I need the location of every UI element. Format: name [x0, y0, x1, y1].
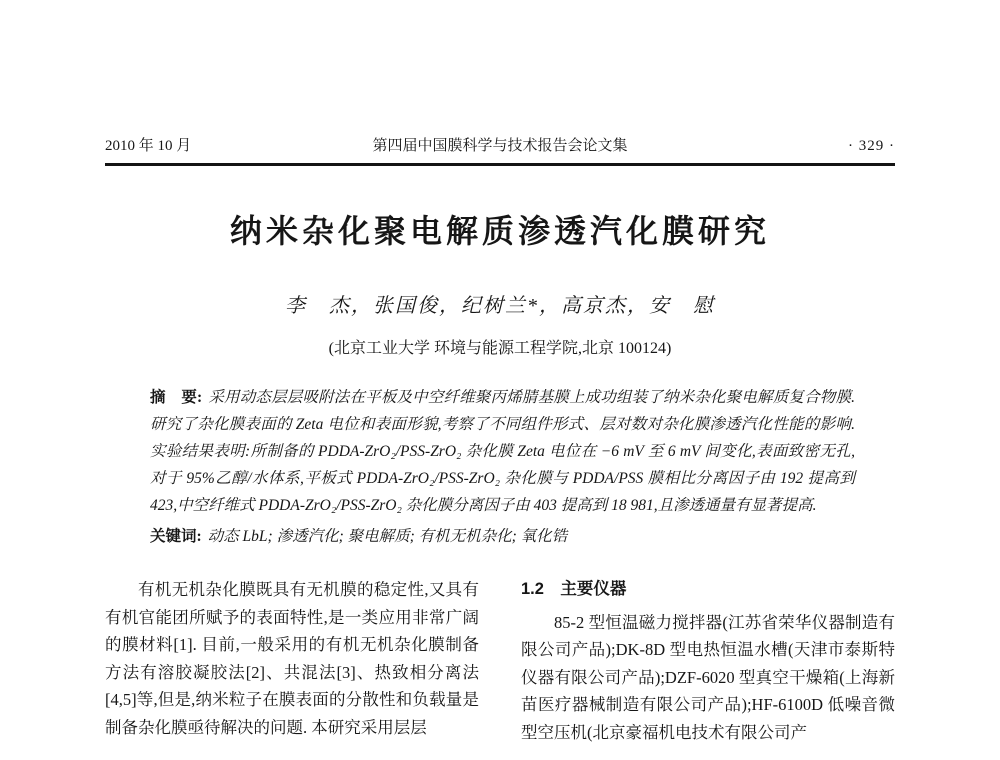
header-proceedings-title: 第四届中国膜科学与技术报告会论文集 — [372, 138, 628, 154]
body-columns — [105, 576, 895, 746]
running-header — [105, 136, 895, 156]
right-column — [521, 576, 895, 746]
article-title: 纳米杂化聚电解质渗透汽化膜研究 — [229, 213, 770, 249]
keywords-block — [150, 523, 855, 550]
affiliation-line: (北京工业大学 环境与能源工程学院,北京 100124) — [328, 340, 672, 357]
abstract-label: 摘 要: — [150, 389, 203, 406]
paper-page — [105, 0, 895, 746]
intro-paragraph: 有机无机杂化膜既具有无机膜的稳定性,又具有有机官能团所赋予的表面特性,是一类应用非常广阔的膜材料[1]. 目前,一般采用的有机无机杂化膜制备方法有溶胶凝胶法[2]、共混法[3]、热致相分离法[4,5]等,但是,纳米粒子在膜表面的分散性和负载量是制备杂化膜亟待解决的问题. 本研究采用层层 — [105, 580, 479, 737]
header-page-number: · 329 · — [848, 138, 895, 154]
author-line: 李 杰，张国俊，纪树兰*，高京杰，安 慰 — [285, 295, 715, 317]
keywords-text: 动态 LbL; 渗透汽化; 聚电解质; 有机无机杂化; 氧化锆 — [207, 528, 568, 545]
instruments-paragraph: 85-2 型恒温磁力搅拌器(江苏省荣华仪器制造有限公司产品);DK-8D 型电热恒温水槽(天津市泰斯特仪器有限公司产品);DZF-6020 型真空干燥箱(上海新苗医疗器械制造有限公司产品);HF-6100D 低噪音微型空压机(北京豪福机电技术有限公司产 — [521, 612, 895, 742]
left-column — [105, 576, 479, 746]
section-heading-1-2: 1.2 主要仪器 — [521, 580, 627, 598]
keywords-label: 关键词: — [150, 528, 202, 545]
header-date: 2010 年 10 月 — [105, 138, 192, 154]
abstract-block — [150, 384, 855, 519]
header-rule — [105, 163, 895, 166]
abstract-text: 采用动态层层吸附法在平板及中空纤维聚丙烯腈基膜上成功组装了纳米杂化聚电解质复合物膜. 研究了杂化膜表面的 Zeta 电位和表面形貌,考察了不同组件形式、层对数对杂化膜渗透汽化性能的影响. 实验结果表明:所制备的 PDDA-ZrO₂/PSS-ZrO₂ 杂化膜 Zeta 电位在 −6 mV 至 6 mV 间变化,表面致密无孔,对于 95%乙醇/水体系,平板式 PDDA-ZrO₂/PSS-ZrO₂ 杂化膜与 PDDA/PSS 膜相比分离因子由 192 提高到 423,中空纤维式 PDDA-ZrO₂/PSS-ZrO₂ 杂化膜分离因子由 403 提高到 18 981,且渗透通量有显著提高. — [150, 389, 855, 514]
